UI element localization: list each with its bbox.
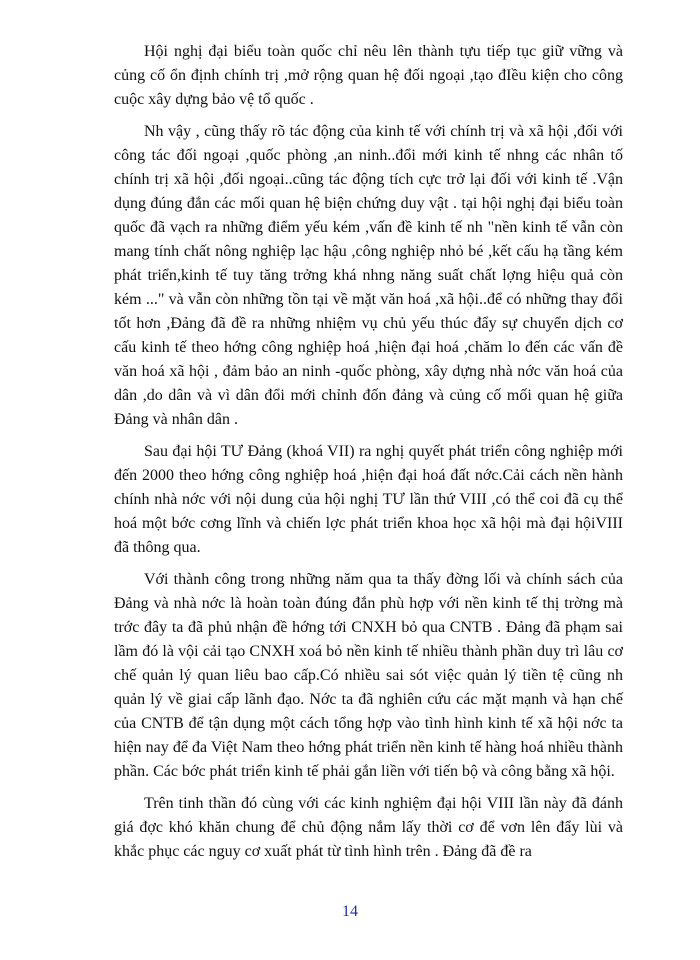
paragraph-5: Trên tinh thần đó cùng với các kinh nghiệm đại hội VIII lần này đã đánh giá đợc khó khăn chung để chủ động nắm lấy thời cơ để vơn lên đẩy lùi và khắc phục các nguy cơ xuất phát từ tình hình trên . Đảng đã đề ra [114, 795, 627, 860]
page-number: 14 [342, 903, 358, 920]
paragraph-3: Sau đại hội TƯ Đảng (khoá VII) ra nghị quyết phát triển công nghiệp mới đến 2000 theo hớng công nghiệp hoá ,hiện đại hoá đất nớc.Cải cách nền hành chính nhà nớc với nội dung của hội nghị TƯ lần thứ VIII ,có thể coi đã cụ thể hoá một bớc cơng lĩnh và chiến lợc phát triển khoa học xã hội mà đại hộiVIII đã thông qua. [114, 443, 627, 556]
body-text [114, 40, 627, 872]
paragraph-2: Nh vậy , cũng thấy rõ tác động của kinh tế với chính trị và xã hội ,đối với công tác đối ngoại ,quốc phòng ,an ninh..đổi mới kinh tế nhng các nhân tố chính trị xã hội ,đối ngoại..cũng tác động tích cực trở lại đối với kinh tế .Vận dụng đúng đắn các mối quan hệ biện chứng duy vật . tại hội nghị đại biểu toàn quốc đã vạch ra những điểm yếu kém ,vấn đề kinh tế nh "nền kinh tế vẫn còn mang tính chất nông nghiệp lạc hậu ,công nghiệp nhỏ bé ,kết cấu hạ tầng kém phát triển,kinh tế tuy tăng trởng khá nhng năng suất chất lợng hiệu quả còn kém ..." và vẫn còn những tồn tại về mặt văn hoá ,xã hội..để có những thay đổi tốt hơn ,Đảng đã đề ra những nhiệm vụ chủ yếu thúc đẩy sự chuyển dịch cơ cấu kinh tế theo hớng công nghiệp hoá ,hiện đại hoá ,chăm lo đến các vấn đề văn hoá xã hội , đảm bảo an ninh -quốc phòng, xây dựng nhà nớc văn hoá của dân ,do dân và vì dân đổi mới chỉnh đốn đảng và củng cố mối quan hệ giữa Đảng và nhân dân . [114, 123, 627, 428]
paragraph-4: Với thành công trong những năm qua ta thấy đờng lối và chính sách của Đảng và nhà nớc là hoàn toàn đúng đắn phù hợp với nền kinh tế thị trờng mà trớc đây ta đã phủ nhận đề hớng tới CNXH bỏ qua CNTB . Đảng đã phạm sai lầm đó là vội cải tạo CNXH xoá bỏ nền kinh tế nhiều thành phần duy trì lâu cơ chế quản lý quan liêu bao cấp.Có nhiều sai sót việc quản lý tiền tệ cũng nh quản lý về giai cấp lãnh đạo. Nớc ta đã nghiên cứu các mặt mạnh và hạn chế của CNTB để tận dụng một cách tổng hợp vào tình hình kinh tế xã hội nớc ta hiện nay để đa Việt Nam theo hớng phát triển nền kinh tế hàng hoá nhiều thành phần. Các bớc phát triển kinh tế phải gắn liền với tiến bộ và công bằng xã hội. [114, 571, 627, 780]
paragraph-1: Hội nghị đại biểu toàn quốc chỉ nêu lên thành tựu tiếp tục giữ vững và củng cố ổn định chính trị ,mở rộng quan hệ đối ngoại ,tạo đIều kiện cho công cuộc xây dựng bảo vệ tổ quốc . [114, 43, 627, 108]
